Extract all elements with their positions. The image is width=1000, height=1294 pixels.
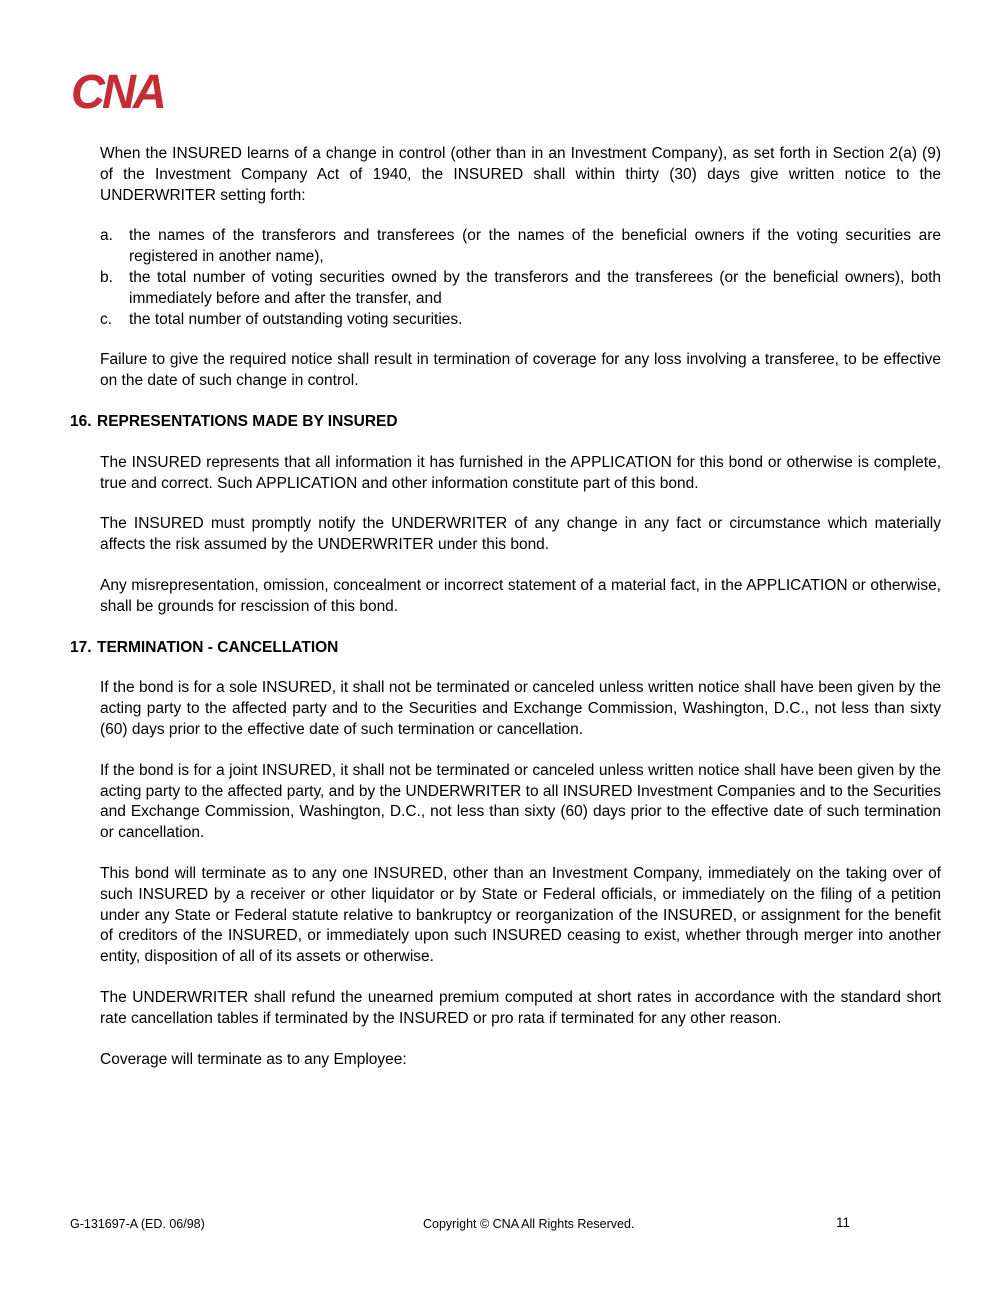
cna-logo: CNA bbox=[71, 64, 164, 119]
footer-form-number: G-131697-A (ED. 06/98) bbox=[70, 1217, 205, 1231]
footer-page-number: 11 bbox=[836, 1215, 851, 1230]
list-item bbox=[100, 226, 941, 268]
list-marker: a. bbox=[100, 227, 113, 245]
list-item bbox=[100, 310, 941, 331]
section-title: REPRESENTATIONS MADE BY INSURED bbox=[97, 412, 398, 430]
section-heading-17 bbox=[70, 638, 941, 659]
section-16-paragraph: The INSURED must promptly notify the UNDERWRITER of any change in any fact or circumstance which materially affects the risk assumed by the UNDERWRITER under this bond. bbox=[100, 515, 941, 554]
section-heading-16 bbox=[70, 412, 941, 433]
section-16-paragraph: The INSURED represents that all information it has furnished in the APPLICATION for this bond or otherwise is complete, true and correct. Such APPLICATION and other information constitute part of this bond. bbox=[100, 453, 941, 492]
list-marker: c. bbox=[100, 310, 113, 328]
footer-copyright: Copyright © CNA All Rights Reserved. bbox=[423, 1217, 635, 1231]
document-body bbox=[70, 144, 941, 1090]
change-of-control-list bbox=[100, 226, 941, 330]
section-16-paragraph: Any misrepresentation, omission, concealment or incorrect statement of a material fact, in the APPLICATION or otherwise, shall be grounds for rescission of this bond. bbox=[100, 576, 941, 615]
list-item bbox=[100, 268, 941, 310]
section-17-paragraph: The UNDERWRITER shall refund the unearned premium computed at short rates in accordance with the standard short rate cancellation tables if terminated by the INSURED or pro rata if terminated for any other reason. bbox=[100, 988, 941, 1027]
failure-notice-paragraph: Failure to give the required notice shall result in termination of coverage for any loss involving a transferee, to be effective on the date of such change in control. bbox=[100, 351, 941, 390]
section-number: 17. bbox=[70, 638, 92, 656]
section-17-paragraph: If the bond is for a sole INSURED, it shall not be terminated or canceled unless written notice shall have been given by the acting party to the affected party and to the Securities and Exchange Commission, Washington, D.C., not less than sixty (60) days prior to the effective date of such termination or cancellation. bbox=[100, 679, 941, 738]
section-17-paragraph: This bond will terminate as to any one INSURED, other than an Investment Company, immediately on the taking over of such INSURED by a receiver or other liquidator or by State or Federal officials, or immediately on the filing of a petition under any State or Federal statute relative to bankruptcy or reorganization of the INSURED, or assignment for the benefit of creditors of the INSURED, or immediately upon such INSURED ceasing to exist, whether through merger into another entity, disposition of all of its assets or otherwise. bbox=[100, 864, 941, 966]
section-17-paragraph: If the bond is for a joint INSURED, it shall not be terminated or canceled unless written notice shall have been given by the acting party to the affected party, and by the UNDERWRITER to all INSURED Investment Companies and to the Securities and Exchange Commission, Washington, D.C., not less than sixty (60) days prior to the effective date of such termination or cancellation. bbox=[100, 761, 941, 842]
intro-paragraph: When the INSURED learns of a change in control (other than in an Investment Company), as set forth in Section 2(a) (9) of the Investment Company Act of 1940, the INSURED shall within thirty (30) days give written notice to the UNDERWRITER setting forth: bbox=[100, 145, 941, 204]
list-marker: b. bbox=[100, 268, 113, 286]
section-17-paragraph: Coverage will terminate as to any Employee: bbox=[100, 1050, 407, 1068]
list-item-text: the names of the transferors and transferees (or the names of the beneficial owners if the voting securities are registered in another name), bbox=[129, 227, 941, 266]
list-item-text: the total number of outstanding voting securities. bbox=[129, 310, 463, 328]
list-item-text: the total number of voting securities owned by the transferors and the transferees (or the beneficial owners), both immediately before and after the transfer, and bbox=[129, 268, 941, 307]
section-number: 16. bbox=[70, 412, 92, 430]
section-title: TERMINATION - CANCELLATION bbox=[97, 638, 339, 656]
